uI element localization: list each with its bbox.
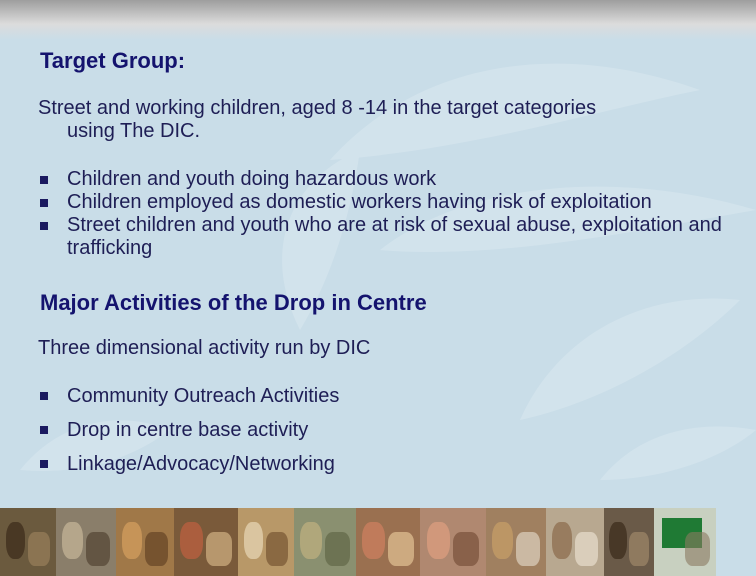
intro-line-1: Street and working children, aged 8 -14 in the target categories xyxy=(38,97,597,119)
photo-12 xyxy=(654,508,716,576)
intro-line-2: using The DIC. xyxy=(67,120,201,142)
bullet-square-icon xyxy=(40,392,48,400)
activities-intro: Three dimensional activity run by DIC xyxy=(38,337,371,359)
bullet-square-icon xyxy=(40,222,48,230)
photo-7 xyxy=(356,508,420,576)
photo-4 xyxy=(174,508,238,576)
photo-strip xyxy=(0,508,756,576)
photo-8 xyxy=(420,508,486,576)
activities-list xyxy=(40,379,339,481)
photo-9 xyxy=(486,508,546,576)
slide-top-band xyxy=(0,0,756,40)
list-item: Drop in centre base activity xyxy=(40,413,339,447)
photo-1 xyxy=(0,508,56,576)
list-item: Children and youth doing hazardous work xyxy=(40,168,756,191)
photo-6 xyxy=(294,508,356,576)
photo-5 xyxy=(238,508,294,576)
target-group-list xyxy=(40,168,756,260)
target-group-title: Target Group: xyxy=(40,48,186,73)
photo-3 xyxy=(116,508,174,576)
target-group-intro xyxy=(38,97,596,143)
bullet-square-icon xyxy=(40,199,48,207)
list-item: Linkage/Advocacy/Networking xyxy=(40,447,339,481)
photo-11 xyxy=(604,508,654,576)
list-item: Children employed as domestic workers having risk of exploitation xyxy=(40,191,756,214)
list-item: Street children and youth who are at risk of sexual abuse, exploitation and trafficking xyxy=(40,214,756,260)
bullet-square-icon xyxy=(40,460,48,468)
major-activities-title: Major Activities of the Drop in Centre xyxy=(40,290,427,315)
list-item: Community Outreach Activities xyxy=(40,379,339,413)
photo-2 xyxy=(56,508,116,576)
photo-10 xyxy=(546,508,604,576)
bullet-square-icon xyxy=(40,176,48,184)
bullet-square-icon xyxy=(40,426,48,434)
